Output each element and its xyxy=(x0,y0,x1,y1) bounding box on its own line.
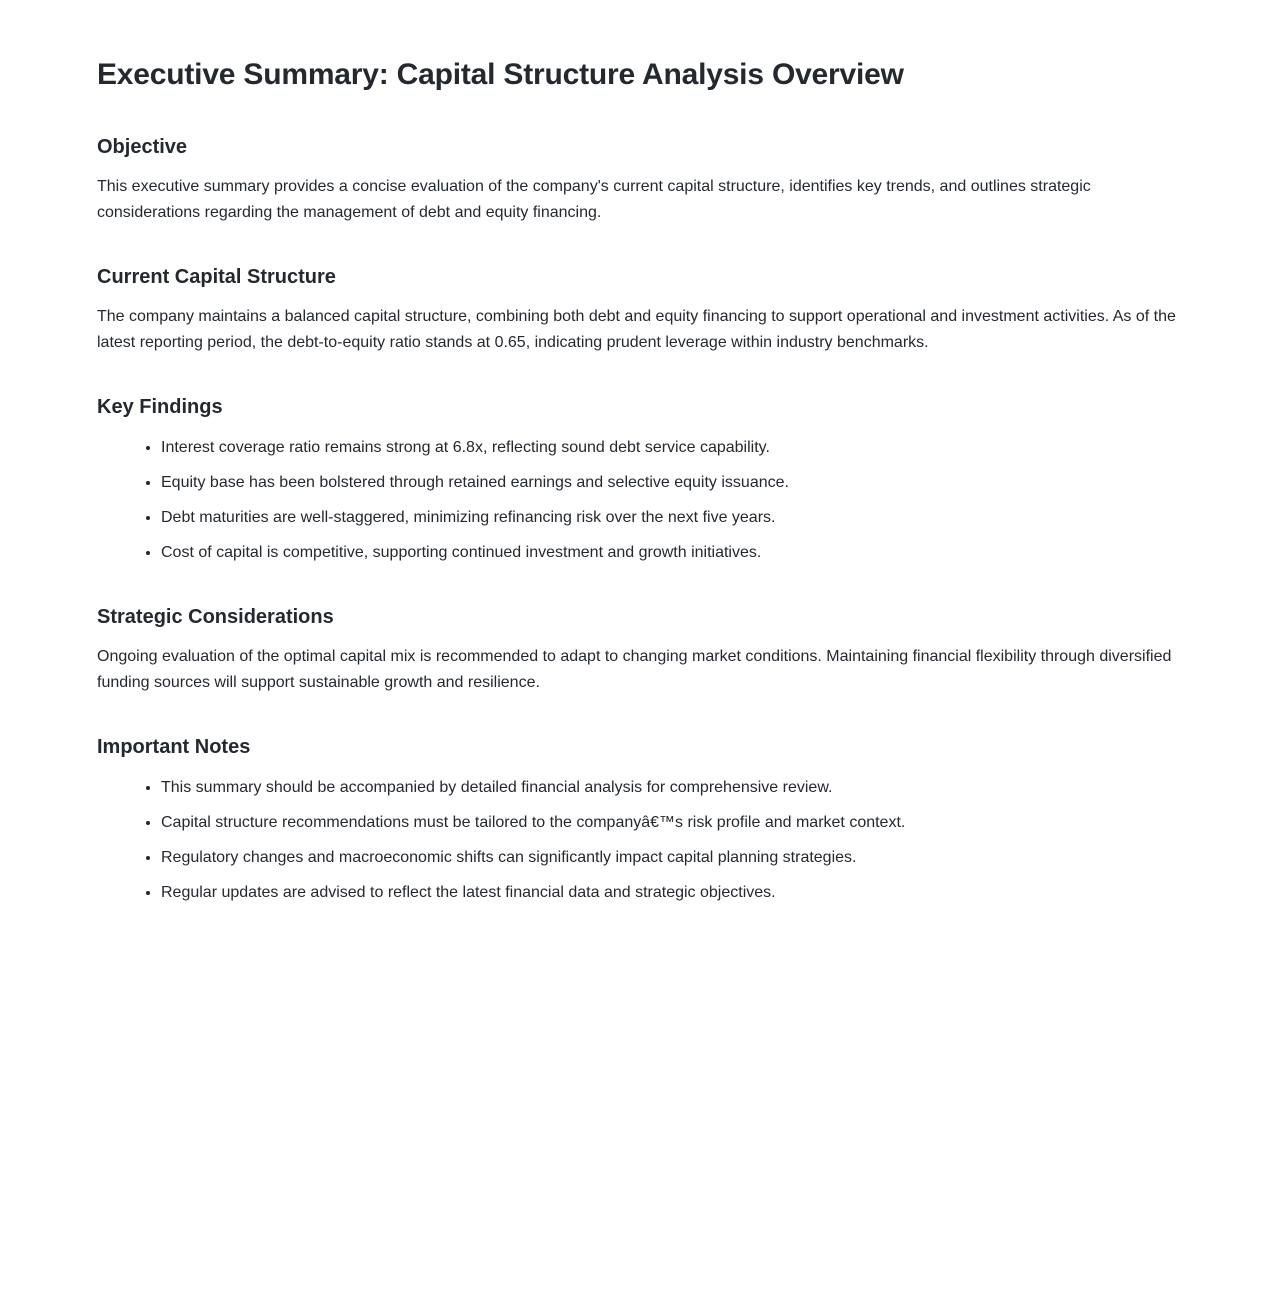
page-title: Executive Summary: Capital Structure Analysis Overview xyxy=(97,58,904,91)
section-important-notes xyxy=(97,734,1181,906)
important-notes-list xyxy=(97,774,1181,906)
list-item: • Interest coverage ratio remains strong at 6.8x, reflecting sound debt service capability. xyxy=(161,434,1181,461)
current-capital-structure-heading: Current Capital Structure xyxy=(97,266,336,288)
key-findings-list xyxy=(97,434,1181,566)
list-item: • This summary should be accompanied by detailed financial analysis for comprehensive review. xyxy=(161,774,1181,801)
important-notes-heading: Important Notes xyxy=(97,736,251,758)
section-strategic-considerations xyxy=(97,604,1181,696)
list-item: • Equity base has been bolstered through retained earnings and selective equity issuance. xyxy=(161,469,1181,496)
section-key-findings xyxy=(97,394,1181,566)
section-current-capital-structure xyxy=(97,264,1181,356)
objective-heading: Objective xyxy=(97,136,188,158)
list-item: • Regulatory changes and macroeconomic shifts can significantly impact capital planning strategies. xyxy=(161,844,1181,871)
section-objective xyxy=(97,134,1181,226)
key-findings-heading: Key Findings xyxy=(97,396,223,418)
list-item: • Regular updates are advised to reflect the latest financial data and strategic objectives. xyxy=(161,879,1181,906)
current-capital-structure-paragraph: The company maintains a balanced capital structure, combining both debt and equity financing to support operational and investment activities. As of the latest reporting period, the debt-to-equity ratio stands at 0.65, indicating prudent leverage within industry benchmarks. xyxy=(97,308,1176,351)
list-item: • Cost of capital is competitive, supporting continued investment and growth initiatives. xyxy=(161,539,1181,566)
list-item: • Capital structure recommendations must be tailored to the companyâ€™s risk profile and market context. xyxy=(161,809,1181,836)
list-item: • Debt maturities are well-staggered, minimizing refinancing risk over the next five years. xyxy=(161,504,1181,531)
strategic-considerations-paragraph: Ongoing evaluation of the optimal capital mix is recommended to adapt to changing market conditions. Maintaining financial flexibility through diversified funding sources will support sustainable growth and resilience. xyxy=(97,648,1172,691)
strategic-considerations-heading: Strategic Considerations xyxy=(97,606,334,628)
objective-paragraph: This executive summary provides a concise evaluation of the company's current capital structure, identifies key trends, and outlines strategic considerations regarding the management of debt and equity financing. xyxy=(97,178,1091,221)
